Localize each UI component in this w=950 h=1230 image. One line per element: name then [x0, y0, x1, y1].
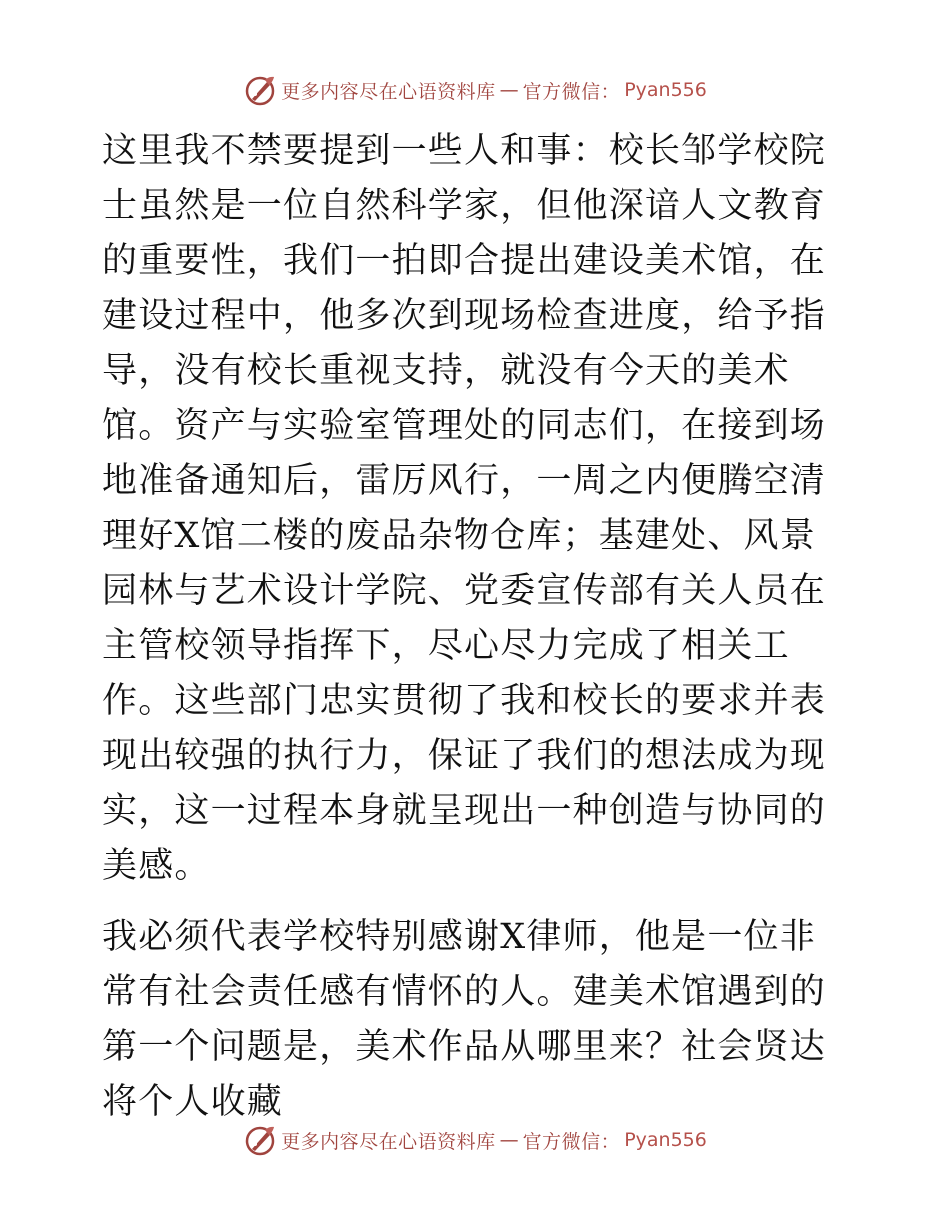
banner-separator: — — [499, 1129, 519, 1151]
banner-text: 更多内容尽在心语资料库 — [281, 1130, 496, 1153]
quill-pen-logo-icon — [243, 73, 277, 107]
banner-contact-label: 官方微信： — [522, 1130, 621, 1153]
paragraph: 我必须代表学校特别感谢X律师，他是一位非常有社会责任感有情怀的人。建美术馆遇到的第一个问题是，美术作品从哪里来？社会贤达将个人收藏 — [102, 917, 827, 1122]
quill-pen-logo-icon — [243, 1123, 277, 1157]
banner-wechat-handle: Pyan556 — [624, 1129, 707, 1151]
banner-wechat-handle: Pyan556 — [624, 79, 707, 101]
footer-watermark-banner — [0, 1120, 950, 1160]
banner-text: 更多内容尽在心语资料库 — [281, 80, 496, 103]
document-body — [102, 124, 852, 1130]
banner-contact-label: 官方微信： — [522, 80, 621, 103]
banner-separator: — — [499, 79, 519, 101]
paragraph: 这里我不禁要提到一些人和事：校长邹学校院士虽然是一位自然科学家，但他深谙人文教育的重要性，我们一拍即合提出建设美术馆，在建设过程中，他多次到现场检查进度，给予指导，没有校长重视支持，就没有今天的美术馆。资产与实验室管理处的同志们，在接到场地准备通知后，雷厉风行，一周之内便腾空清理好X馆二楼的废品杂物仓库；基建处、风景园林与艺术设计学院、党委宣传部有关人员在主管校领导指挥下，尽心尽力完成了相关工作。这些部门忠实贯彻了我和校长的要求并表现出较强的执行力，保证了我们的想法成为现实，这一过程本身就呈现出一种创造与协同的美感。 — [102, 131, 827, 886]
header-watermark-banner — [0, 70, 950, 110]
